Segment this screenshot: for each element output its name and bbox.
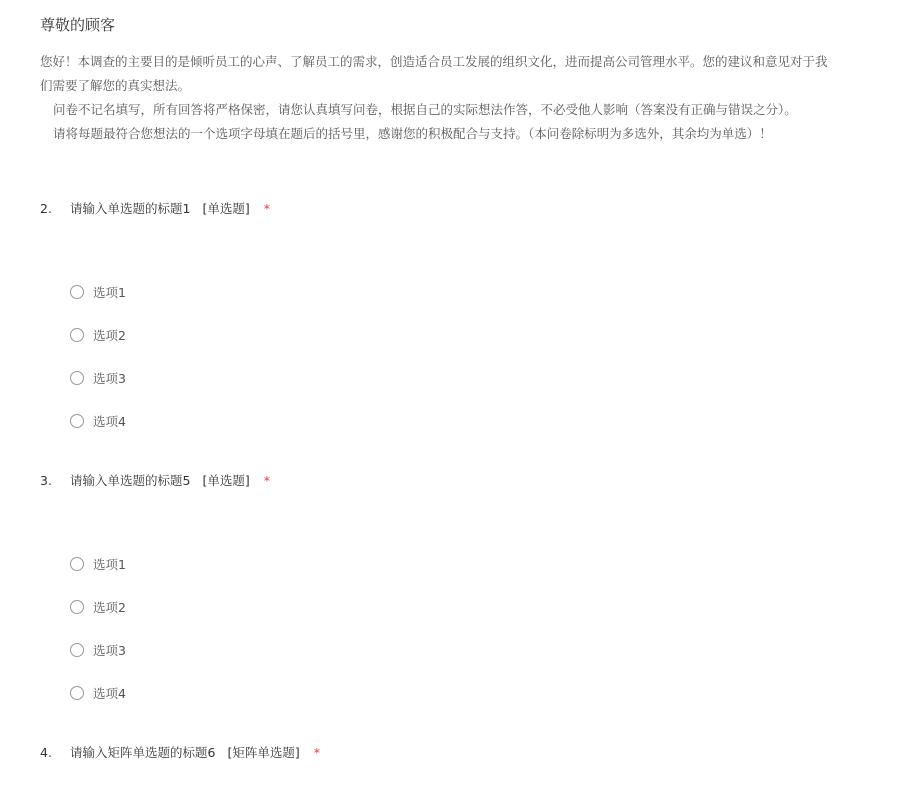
radio-button[interactable] [70, 686, 84, 700]
intro-line: 请将每题最符合您想法的一个选项字母填在题后的括号里，感谢您的积极配合与支持。（本问卷除标明为多选外，其余均为单选）！ [53, 126, 772, 141]
option-row[interactable] [70, 542, 880, 585]
option-label[interactable]: 选项4 [93, 685, 126, 701]
radio-button[interactable] [70, 643, 84, 657]
question-title [40, 472, 880, 490]
option-label[interactable]: 选项1 [93, 556, 126, 572]
question-4 [40, 744, 880, 762]
option-list [70, 542, 880, 714]
question-text: 请输入单选题的标题1 [70, 201, 191, 216]
required-mark: * [263, 473, 270, 488]
radio-button[interactable] [70, 557, 84, 571]
question-number: 3. [40, 473, 52, 488]
intro-line: 们需要了解您的真实想法。 [40, 78, 191, 93]
question-2 [40, 200, 880, 442]
option-row[interactable] [70, 270, 880, 313]
survey-intro [40, 50, 900, 146]
intro-line: 您好！本调查的主要目的是倾听员工的心声、了解员工的需求，创造适合员工发展的组织文化，进而提高公司管理水平。您的建议和意见对于我 [40, 54, 828, 69]
intro-line: 问卷不记名填写，所有回答将严格保密，请您认真填写问卷，根据自己的实际想法作答，不必受他人影响（答案没有正确与错误之分）。 [53, 102, 797, 117]
question-type: [矩阵单选题] [227, 745, 300, 760]
question-type: [单选题] [202, 473, 250, 488]
question-number: 4. [40, 745, 52, 760]
question-title [40, 744, 880, 762]
option-row[interactable] [70, 671, 880, 714]
option-label[interactable]: 选项3 [93, 642, 126, 658]
radio-button[interactable] [70, 285, 84, 299]
required-mark: * [263, 201, 270, 216]
option-label[interactable]: 选项2 [93, 599, 126, 615]
option-row[interactable] [70, 399, 880, 442]
question-text: 请输入单选题的标题5 [70, 473, 191, 488]
question-3 [40, 472, 880, 714]
option-row[interactable] [70, 628, 880, 671]
question-title [40, 200, 880, 218]
required-mark: * [313, 745, 320, 760]
option-label[interactable]: 选项1 [93, 284, 126, 300]
question-type: [单选题] [202, 201, 250, 216]
question-text: 请输入矩阵单选题的标题6 [70, 745, 216, 760]
greeting-heading: 尊敬的顾客 [40, 16, 116, 34]
option-label[interactable]: 选项4 [93, 413, 126, 429]
option-list [70, 270, 880, 442]
option-row[interactable] [70, 585, 880, 628]
option-label[interactable]: 选项2 [93, 327, 126, 343]
radio-button[interactable] [70, 414, 84, 428]
option-row[interactable] [70, 313, 880, 356]
radio-button[interactable] [70, 371, 84, 385]
radio-button[interactable] [70, 328, 84, 342]
option-row[interactable] [70, 356, 880, 399]
question-number: 2. [40, 201, 52, 216]
option-label[interactable]: 选项3 [93, 370, 126, 386]
radio-button[interactable] [70, 600, 84, 614]
